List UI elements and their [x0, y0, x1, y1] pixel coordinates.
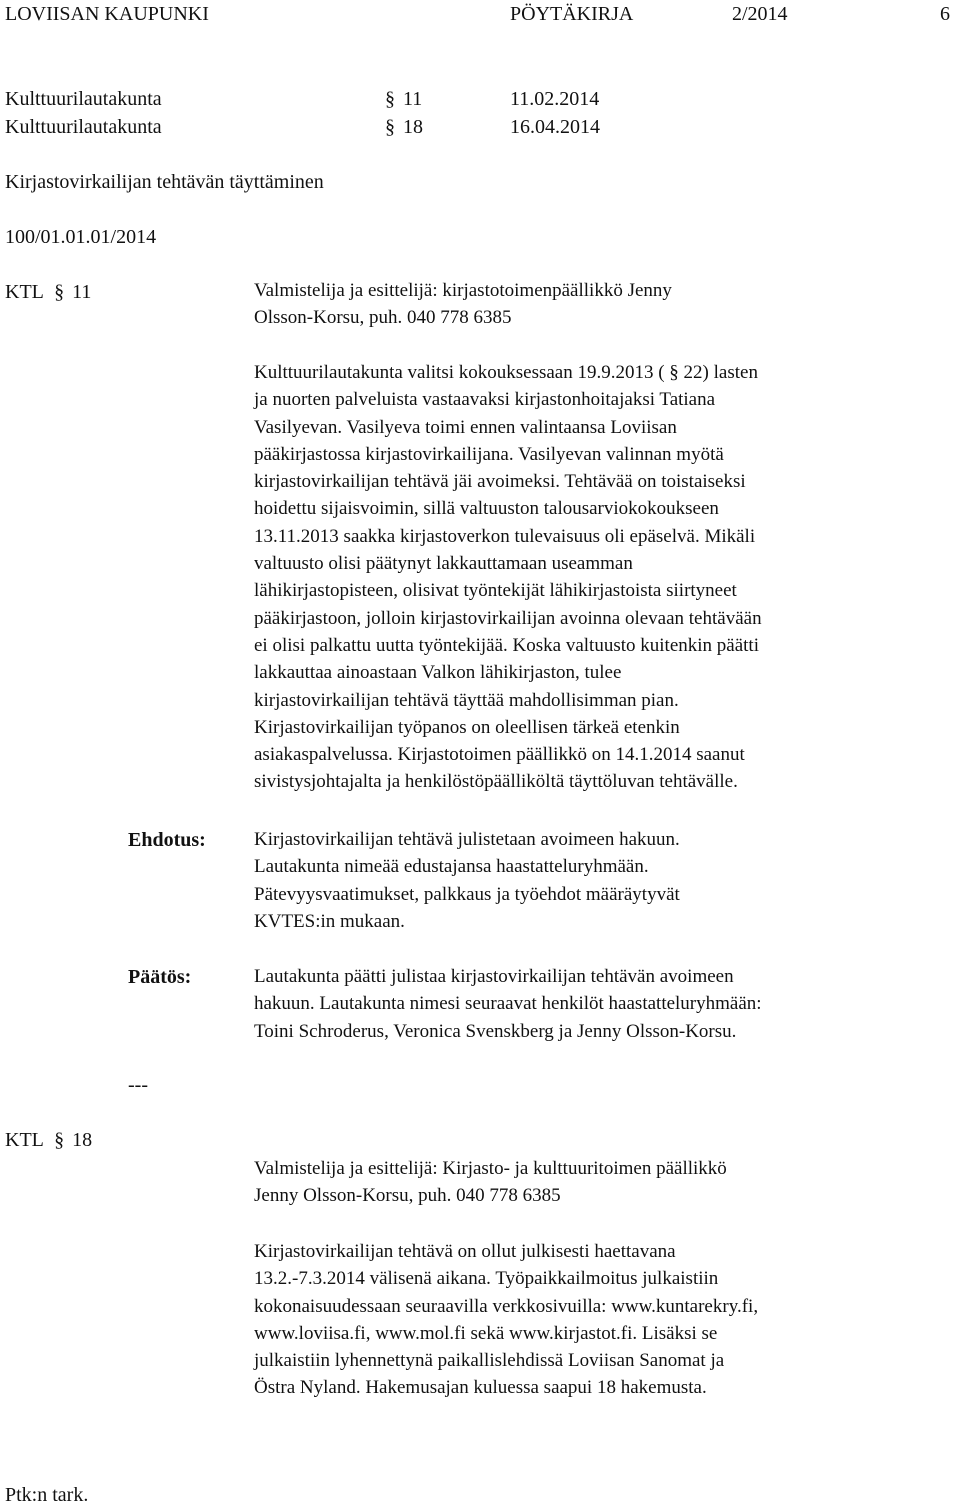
- section-sign: §: [385, 88, 395, 110]
- ktl-number: 18: [72, 1129, 93, 1151]
- text-line: hoidettu sijaisvoimin, sillä valtuuston talousarviokokoukseen: [254, 498, 719, 520]
- text-line: www.loviisa.fi, www.mol.fi sekä www.kirjastot.fi. Lisäksi se: [254, 1322, 718, 1344]
- text-line: ja nuorten palveluista vastaavaksi kirjastonhoitajaksi Tatiana: [254, 389, 716, 411]
- ktl11-section-label: [5, 281, 91, 304]
- text-line: kirjastovirkailijan tehtävä jäi avoimeksi. Tehtävää on toistaiseksi: [254, 471, 746, 493]
- text-line: Vasilyevan. Vasilyeva toimi ennen valintaansa Loviisan: [254, 416, 677, 438]
- ktl-label: KTL: [5, 1129, 44, 1151]
- proposal-label: Ehdotus:: [128, 829, 206, 851]
- text-line: Kirjastovirkailijan työpanos on oleellisen tärkeä etenkin: [254, 716, 680, 738]
- decision-text: [254, 963, 762, 1045]
- document-type: PÖYTÄKIRJA: [510, 3, 634, 25]
- section-sign: §: [54, 1129, 65, 1151]
- meeting-number: 11: [403, 88, 423, 110]
- meeting-date: 11.02.2014: [510, 88, 600, 110]
- text-line: KVTES:in mukaan.: [254, 910, 405, 932]
- diary-number: 100/01.01.01/2014: [5, 226, 157, 248]
- page-number: 6: [940, 3, 950, 25]
- signature-note: Ptk:n tark.: [5, 1484, 89, 1506]
- text-line: Valmistelija ja esittelijä: kirjastotoimenpäällikkö Jenny: [254, 280, 672, 301]
- text-line: lakkauttaa ainoastaan Valkon lähikirjaston, tulee: [254, 662, 622, 684]
- decision-label: Päätös:: [128, 966, 192, 988]
- text-line: sivistysjohtajalta ja henkilöstöpäälliköltä täyttöluvan tehtävälle.: [254, 771, 738, 793]
- text-line: Kirjastovirkailijan tehtävä on ollut julkisesti haettavana: [254, 1241, 676, 1262]
- meeting-date: 16.04.2014: [510, 116, 600, 138]
- meeting-section: [385, 88, 422, 111]
- text-line: lähikirjastopisteen, olisivat työntekijät lähikirjastoista siirtyneet: [254, 580, 737, 602]
- text-line: Kulttuurilautakunta valitsi kokouksessaan 19.9.2013 ( § 22) lasten: [254, 362, 758, 383]
- text-line: pääkirjastossa kirjastovirkailijana. Vasilyevan valinnan myötä: [254, 443, 724, 465]
- text-line: Kirjastovirkailijan tehtävä julistetaan avoimeen hakuun.: [254, 829, 680, 850]
- meeting-section: [385, 116, 423, 139]
- text-line: Valmistelija ja esittelijä: Kirjasto- ja kulttuuritoimen päällikkö: [254, 1158, 727, 1179]
- document-title: Kirjastovirkailijan tehtävän täyttäminen: [5, 171, 324, 193]
- text-line: Olsson-Korsu, puh. 040 778 6385: [254, 307, 512, 329]
- section-sign: §: [385, 116, 395, 138]
- text-line: 13.11.2013 saakka kirjastoverkon tulevaisuus oli epäselvä. Mikäli: [254, 525, 756, 547]
- text-line: Jenny Olsson-Korsu, puh. 040 778 6385: [254, 1185, 561, 1207]
- text-line: Pätevyysvaatimukset, palkkaus ja työehdot määräytyvät: [254, 883, 680, 905]
- ktl18-body: [254, 1238, 758, 1402]
- document-number: 2/2014: [732, 3, 788, 25]
- ktl11-preparer: [254, 277, 672, 332]
- proposal-text: [254, 826, 680, 935]
- text-line: pääkirjastoon, jolloin kirjastovirkailijan avoinna olevaan tehtävään: [254, 607, 762, 629]
- ktl-number: 11: [72, 281, 92, 303]
- text-line: kokonaisuudessaan seuraavilla verkkosivuilla: www.kuntarekry.fi,: [254, 1295, 759, 1317]
- section-separator: ---: [128, 1074, 148, 1096]
- text-line: ei olisi palkattu uutta työntekijää. Koska valtuusto kuitenkin päätti: [254, 634, 759, 656]
- text-line: Östra Nyland. Hakemusajan kuluessa saapui 18 hakemusta.: [254, 1377, 707, 1399]
- ktl18-section-label: [5, 1129, 92, 1152]
- text-line: Lautakunta päätti julistaa kirjastovirkailijan tehtävän avoimeen: [254, 966, 734, 987]
- text-line: hakuun. Lautakunta nimesi seuraavat henkilöt haastatteluryhmään:: [254, 993, 762, 1015]
- org-name: LOVIISAN KAUPUNKI: [5, 3, 209, 25]
- meeting-body: Kulttuurilautakunta: [5, 88, 162, 110]
- text-line: kirjastovirkailijan tehtävä täyttää mahdollisimman pian.: [254, 689, 679, 711]
- ktl-label: KTL: [5, 281, 44, 303]
- ktl11-body: [254, 359, 762, 796]
- meeting-body: Kulttuurilautakunta: [5, 116, 162, 138]
- text-line: julkaistiin lyhennettynä paikallislehdissä Loviisan Sanomat ja: [254, 1350, 725, 1372]
- section-sign: §: [54, 281, 65, 303]
- text-line: asiakaspalvelussa. Kirjastotoimen päällikkö on 14.1.2014 saanut: [254, 744, 745, 766]
- text-line: Toini Schroderus, Veronica Svenskberg ja Jenny Olsson-Korsu.: [254, 1020, 737, 1042]
- meeting-number: 18: [403, 116, 423, 138]
- text-line: Lautakunta nimeää edustajansa haastatteluryhmään.: [254, 856, 649, 878]
- text-line: valtuusto olisi päätynyt lakkauttamaan useamman: [254, 553, 633, 575]
- ktl18-preparer: [254, 1155, 727, 1210]
- text-line: 13.2.-7.3.2014 välisenä aikana. Työpaikkailmoitus julkaistiin: [254, 1268, 719, 1290]
